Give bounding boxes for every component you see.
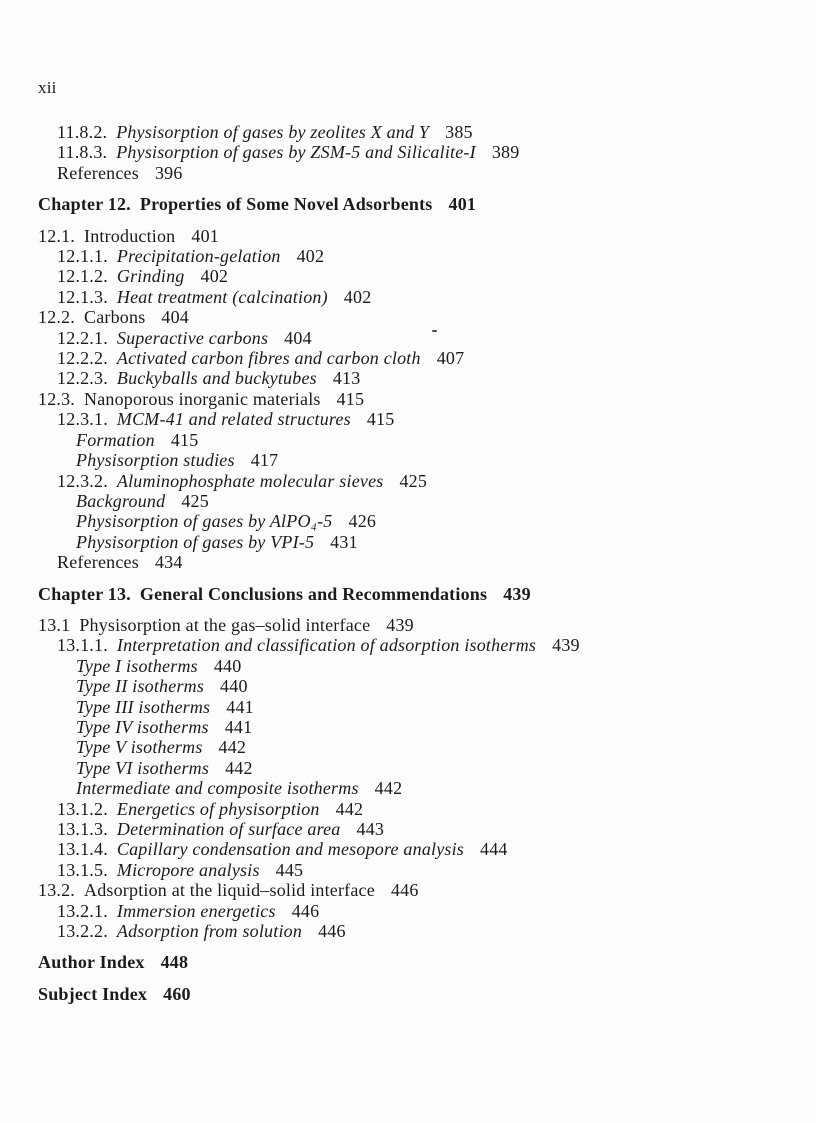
toc-entry <box>38 615 796 635</box>
toc-entry-page: 440 <box>220 676 248 697</box>
toc-entry-number: 12.1.1. <box>57 246 108 267</box>
toc-entry-number: 12.2.3. <box>57 368 108 389</box>
toc-entry-page: 404 <box>284 327 312 348</box>
toc-entry <box>38 246 796 266</box>
toc-entry-title: Type IV isotherms <box>76 716 209 737</box>
toc-entry-number: 13.1.5. <box>57 859 108 880</box>
toc-entry-page: 426 <box>348 511 377 532</box>
toc-entry-page: 445 <box>275 859 304 880</box>
toc-entry-title: Type III isotherms <box>76 696 211 717</box>
toc-entry <box>38 430 796 450</box>
toc-entry <box>38 778 796 798</box>
toc-entry-page: 402 <box>296 246 325 267</box>
toc-entry-title: Type VI isotherms <box>76 757 210 778</box>
toc-entry-page: 402 <box>200 266 229 287</box>
toc-heading <box>38 194 796 214</box>
toc-entry <box>38 307 796 327</box>
toc-entry-page: 439 <box>552 635 580 656</box>
toc-entry-title: General Conclusions and Recommendations <box>139 583 488 604</box>
toc-entry <box>38 799 796 819</box>
toc-entry <box>38 122 796 142</box>
toc-entry-number: 12.2.2. <box>57 348 108 369</box>
toc-entry-title: Author Index <box>38 952 145 973</box>
toc-entry-page: 448 <box>160 952 189 973</box>
toc-entry-title: Micropore analysis <box>116 859 260 880</box>
toc-entry <box>38 532 796 552</box>
toc-entry-page: 401 <box>448 194 477 215</box>
toc-entry <box>38 368 796 388</box>
toc-entry-page: 401 <box>191 225 219 246</box>
toc-entry-number: 12.1.3. <box>57 286 108 307</box>
toc-entry-page: 425 <box>399 470 428 491</box>
toc-entry-number: 13.2.2. <box>57 921 108 942</box>
toc-entry-title: Intermediate and composite isotherms <box>76 778 359 799</box>
toc-entry-page: 444 <box>480 839 508 860</box>
toc-entry-number: 12.3.2. <box>57 470 108 491</box>
toc-entry <box>38 511 796 531</box>
toc-entry-title: Type V isotherms <box>76 737 203 758</box>
toc-entry <box>38 287 796 307</box>
toc-entry <box>38 142 796 162</box>
toc-entry-title: Heat treatment (calcination) <box>116 286 328 307</box>
toc-entry <box>38 860 796 880</box>
toc-entry-number: 13.1.2. <box>57 798 108 819</box>
toc-entry-title: Determination of surface area <box>116 819 341 839</box>
toc-entry-page: 425 <box>181 490 209 511</box>
toc-entry <box>38 163 796 183</box>
toc-entry-number: 13.1.3. <box>57 819 108 839</box>
toc-entry-page: 404 <box>161 307 190 328</box>
toc-heading <box>38 952 796 972</box>
toc-entry-title: Carbons <box>84 307 146 328</box>
toc-entry <box>38 880 796 900</box>
toc-entry-page: 396 <box>154 162 183 183</box>
toc-entry-page: 431 <box>330 531 358 552</box>
toc-entry <box>38 552 796 572</box>
toc-entry <box>38 266 796 286</box>
toc-entry-page: 442 <box>335 798 364 819</box>
toc-entry <box>38 389 796 409</box>
toc-entry-number: Chapter 12. <box>38 194 131 215</box>
toc-entry <box>38 450 796 470</box>
toc-entry-number: 12.2.1. <box>57 327 108 348</box>
toc-entry-title: Energetics of physisorption <box>116 798 320 819</box>
toc-entry <box>38 839 796 859</box>
toc-entry-page: 389 <box>491 142 520 163</box>
toc-entry-page: 440 <box>213 655 242 676</box>
toc-entry <box>38 471 796 491</box>
toc-entry-page: 439 <box>386 614 414 635</box>
toc-entry-number: 12.3. <box>38 388 75 409</box>
toc-entry-page: 434 <box>154 552 183 573</box>
toc-entry <box>38 409 796 429</box>
toc-entry-page: 441 <box>224 716 253 737</box>
toc-entry-page: 460 <box>163 983 191 1004</box>
toc-entry-page: 402 <box>343 286 372 307</box>
toc-entry-title: Physisorption at the gas–solid interface <box>79 614 371 635</box>
toc-entry-title: MCM-41 and related structures <box>116 409 351 430</box>
toc-entry-title: Adsorption from solution <box>116 921 303 942</box>
toc-entry-title: Physisorption of gases by zeolites X and Y <box>116 122 430 142</box>
toc-entry <box>38 921 796 941</box>
toc-entry-number: 13.2. <box>38 880 75 901</box>
toc-entry <box>38 348 796 368</box>
toc-entry-number: 12.2. <box>38 307 75 328</box>
toc-entry-page: 442 <box>218 737 247 758</box>
toc-list <box>38 122 796 1004</box>
toc-entry <box>38 717 796 737</box>
toc-entry-title: Physisorption studies <box>76 450 235 471</box>
toc-entry-number: 12.3.1. <box>57 409 108 430</box>
toc-entry-title: References <box>57 552 139 573</box>
toc-entry-title: References <box>57 162 139 183</box>
toc-entry-title: Physisorption of gases by VPI-5 <box>76 531 315 552</box>
toc-entry-page: 417 <box>250 450 279 471</box>
toc-entry <box>38 328 796 348</box>
toc-entry-number: 12.1. <box>38 225 75 246</box>
toc-entry-page: 415 <box>336 388 365 409</box>
toc-entry-title: Subject Index <box>38 983 148 1004</box>
toc-entry-title: Adsorption at the liquid–solid interface <box>84 880 375 901</box>
toc-entry-page: 415 <box>366 409 395 430</box>
toc-entry-title: Nanoporous inorganic materials <box>84 388 321 409</box>
toc-entry <box>38 491 796 511</box>
toc-heading <box>38 984 796 1004</box>
toc-entry-number: 13.1 <box>38 614 71 635</box>
toc-entry-title: Grinding <box>116 266 185 287</box>
toc-entry-page: 413 <box>332 368 361 389</box>
toc-entry-page: 446 <box>291 900 320 921</box>
toc-entry-page: 385 <box>445 122 473 142</box>
toc-entry <box>38 635 796 655</box>
toc-entry-page: 439 <box>503 583 531 604</box>
toc-entry-title: Physisorption of gases by AlPO₄-5 <box>76 511 333 532</box>
toc-entry <box>38 656 796 676</box>
toc-entry <box>38 697 796 717</box>
toc-entry-page: 407 <box>436 348 465 369</box>
toc-entry-page: 443 <box>356 819 385 839</box>
scan-artifact <box>432 330 437 332</box>
toc-entry-title: Physisorption of gases by ZSM-5 and Silicalite-I <box>116 142 476 163</box>
toc-entry-title: Aluminophosphate molecular sieves <box>116 470 384 491</box>
toc-entry-number: Chapter 13. <box>38 583 131 604</box>
toc-entry <box>38 819 796 839</box>
toc-entry-page: 415 <box>170 429 199 450</box>
toc-entry-title: Activated carbon fibres and carbon cloth <box>116 348 421 369</box>
toc-entry-title: Capillary condensation and mesopore analysis <box>116 839 465 860</box>
toc-entry-title: Introduction <box>84 225 176 246</box>
toc-entry-title: Precipitation-gelation <box>116 246 281 267</box>
toc-entry-page: 446 <box>390 880 419 901</box>
toc-entry-number: 13.1.1. <box>57 635 108 656</box>
page-number-folio: xii <box>38 78 57 97</box>
toc-entry <box>38 901 796 921</box>
toc-entry-title: Type I isotherms <box>76 655 198 676</box>
toc-entry-number: 11.8.3. <box>57 142 108 163</box>
toc-entry <box>38 737 796 757</box>
toc-entry-title: Buckyballs and buckytubes <box>116 368 317 389</box>
toc-entry-number: 12.1.2. <box>57 266 108 287</box>
toc-entry-title: Type II isotherms <box>76 676 205 697</box>
toc-entry-title: Immersion energetics <box>116 900 276 921</box>
toc-entry-number: 13.2.1. <box>57 900 108 921</box>
toc-entry-title: Superactive carbons <box>116 327 269 348</box>
toc-entry-number: 13.1.4. <box>57 839 108 860</box>
toc-entry-number: 11.8.2. <box>57 122 108 142</box>
toc-entry-title: Interpretation and classification of adsorption isotherms <box>116 635 537 656</box>
toc-entry-page: 446 <box>318 921 346 942</box>
toc-entry-title: Background <box>76 490 166 511</box>
toc-entry <box>38 758 796 778</box>
toc-entry-page: 442 <box>225 757 253 778</box>
toc-entry-title: Formation <box>76 429 155 450</box>
toc-entry-page: 442 <box>374 778 403 799</box>
toc-entry-title: Properties of Some Novel Adsorbents <box>139 194 433 215</box>
toc-entry <box>38 226 796 246</box>
toc-entry <box>38 676 796 696</box>
toc-entry-page: 441 <box>226 696 254 717</box>
toc-heading <box>38 584 796 604</box>
